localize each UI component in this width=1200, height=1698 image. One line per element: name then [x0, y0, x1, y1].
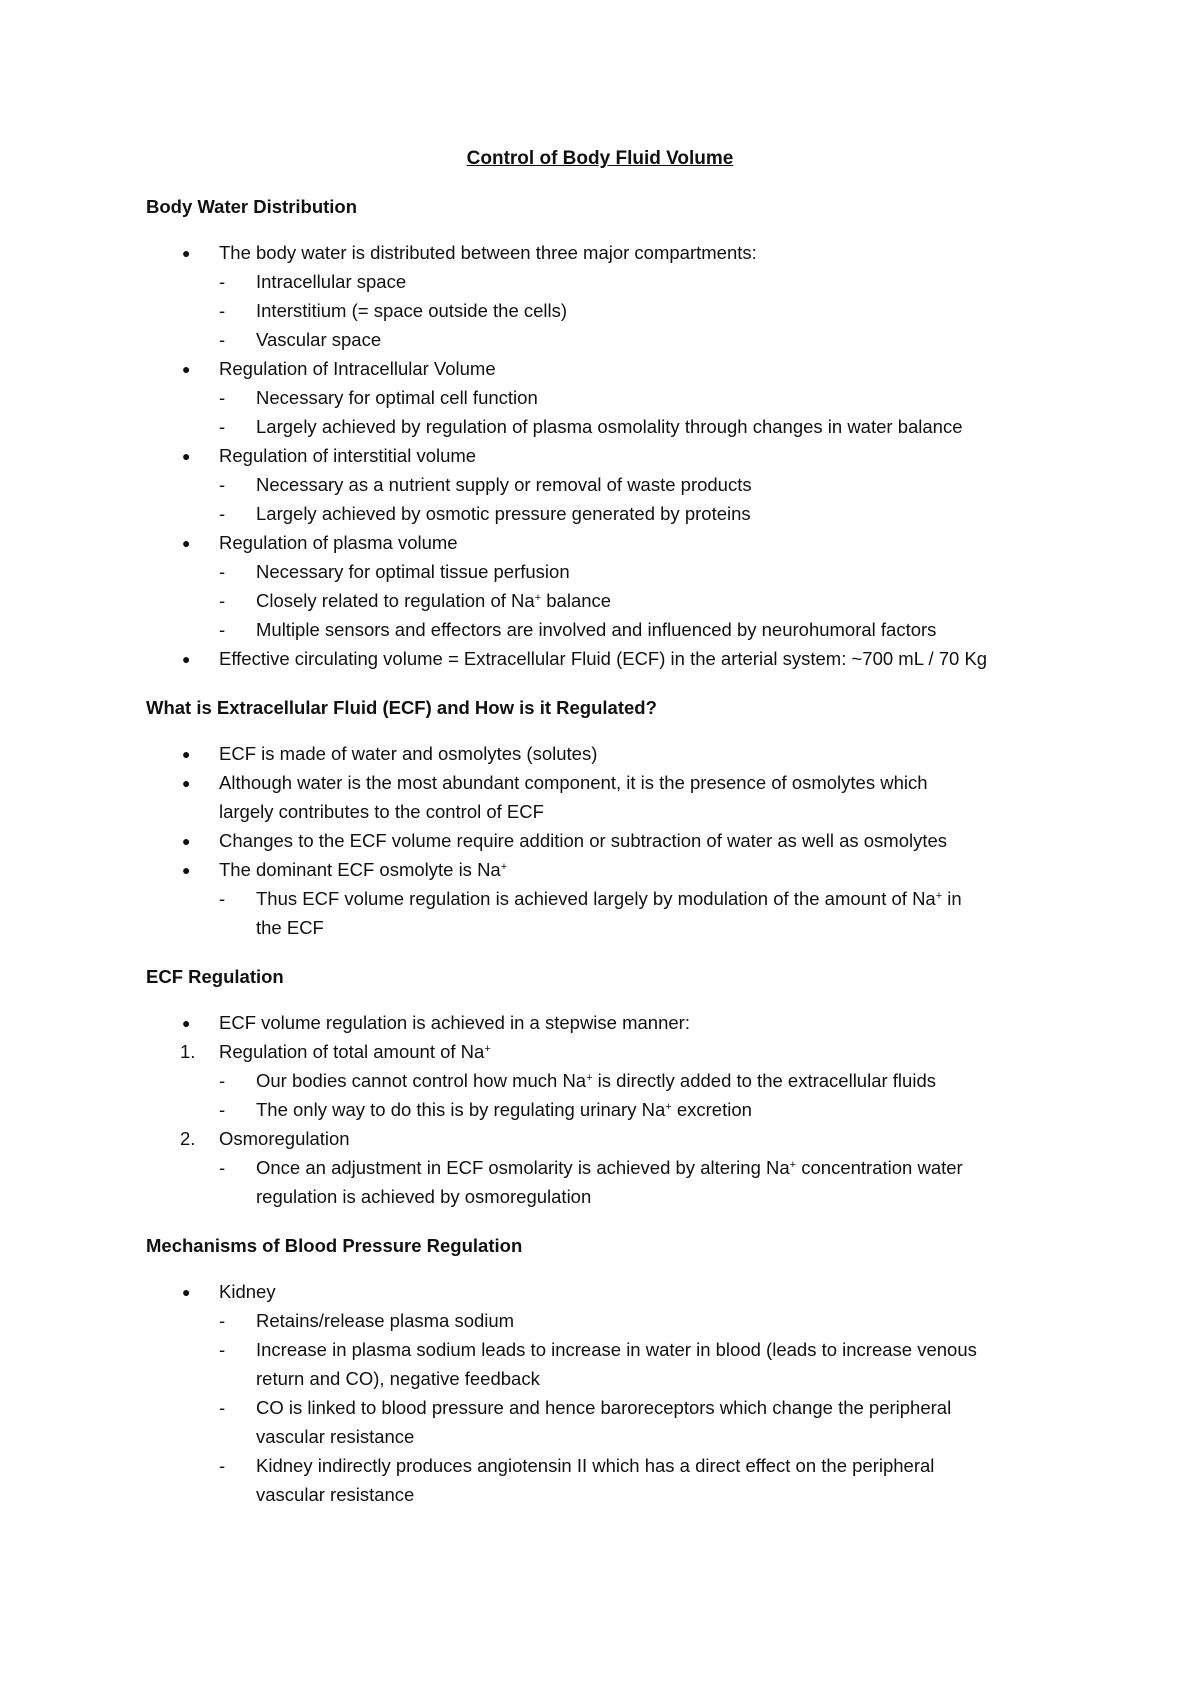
bullet-icon: ● [182, 448, 191, 464]
bullet-icon: ● [182, 862, 191, 878]
dash-icon: - [219, 1397, 226, 1418]
bullet-icon: ● [182, 746, 191, 762]
dash-icon: - [219, 1157, 226, 1178]
dash-icon: - [219, 1310, 226, 1331]
section-heading-what-is-ecf: What is Extracellular Fluid (ECF) and How is it Regulated? [146, 697, 657, 718]
section-heading-body-water: Body Water Distribution [146, 196, 358, 217]
list-number: 1. [180, 1041, 196, 1062]
bullet-icon: ● [182, 245, 191, 261]
dash-icon: - [219, 1339, 226, 1360]
dash-icon: - [219, 387, 226, 408]
dash-icon: - [219, 1070, 226, 1091]
dash-icon: - [219, 503, 226, 524]
section-heading-blood-pressure: Mechanisms of Blood Pressure Regulation [146, 1235, 523, 1256]
dash-icon: - [219, 271, 226, 292]
dash-icon: - [219, 300, 226, 321]
list-number: 2. [180, 1128, 196, 1149]
page-title: Control of Body Fluid Volume [466, 148, 734, 169]
dash-icon: - [219, 329, 226, 350]
dash-icon: - [219, 619, 226, 640]
document-page: Control of Body Fluid Volume Body Water Distribution ● The body water is distributed between three major compartments: - Intracellular space - Interstitium (= space outside the cells) - Vascular space ● Regulation of Intracellular Volume - Necessary for optimal cell function - Largely achieved by regulation of plasma osmolality through changes in water balance ● Regulation of interstitial volume - Necessary as a nutrient supply or removal of waste products - Largely achieved by osmotic pressure generated by proteins ● Regulation of plasma volume - Necessary for optimal tissue perfusion - Closely related to regulation of Na+ balance - Multiple sensors and effectors are involved and influenced by neurohumoral factors ● Effective circulating volume = Extracellular Fluid (ECF) in the arterial system: ~700 mL / 70 Kg What is Extracellular Fluid (ECF) and How is it Regulated? ● ECF is made of water and osmolytes (solutes) ● Although water is the most abundant component, it is the presence of osmolytes which largely contributes to the control of ECF ● Changes to the ECF volume require addition or subtraction of water as well as osmolytes ● The dominant ECF osmolyte is Na+ - Thus ECF volume regulation is achieved largely by modulation of the amount of Na+ in the ECF ECF Regulation ● ECF volume regulation is achieved in a stepwise manner: 1. Regulation of total amount of Na+ - Our bodies cannot control how much Na+ is directly added to the extracellular fluids - The only way to do this is by regulating urinary Na+ excretion 2. Osmoregulation - Once an adjustment in ECF osmolarity is achieved by altering Na+ concentration water regulation is achieved by osmoregulation Mechanisms of Blood Pressure Regulation ● Kidney - Retains/release plasma sodium - Increase in plasma sodium leads to increase in water in blood (leads to increase venous return and CO), negative feedback - CO is linked to blood pressure and hence baroreceptors which change the peripheral vascular resistance - Kidney indirectly produces angiotensin II which has a direct effect on the peripheral vascular resistance [0, 0, 1200, 1698]
bullet-icon: ● [182, 535, 191, 551]
dash-icon: - [219, 1455, 226, 1476]
bullet-icon: ● [182, 775, 191, 791]
dash-icon: - [219, 590, 226, 611]
bullet-icon: ● [182, 1015, 191, 1031]
bullet-icon: ● [182, 651, 191, 667]
bullet-icon: ● [182, 833, 191, 849]
bullet-icon: ● [182, 361, 191, 377]
dash-icon: - [219, 1099, 226, 1120]
dash-icon: - [219, 416, 226, 437]
dash-icon: - [219, 888, 226, 909]
dash-icon: - [219, 561, 226, 582]
dash-icon: - [219, 474, 226, 495]
bullet-icon: ● [182, 1284, 191, 1300]
section-heading-ecf-regulation: ECF Regulation [146, 966, 284, 987]
